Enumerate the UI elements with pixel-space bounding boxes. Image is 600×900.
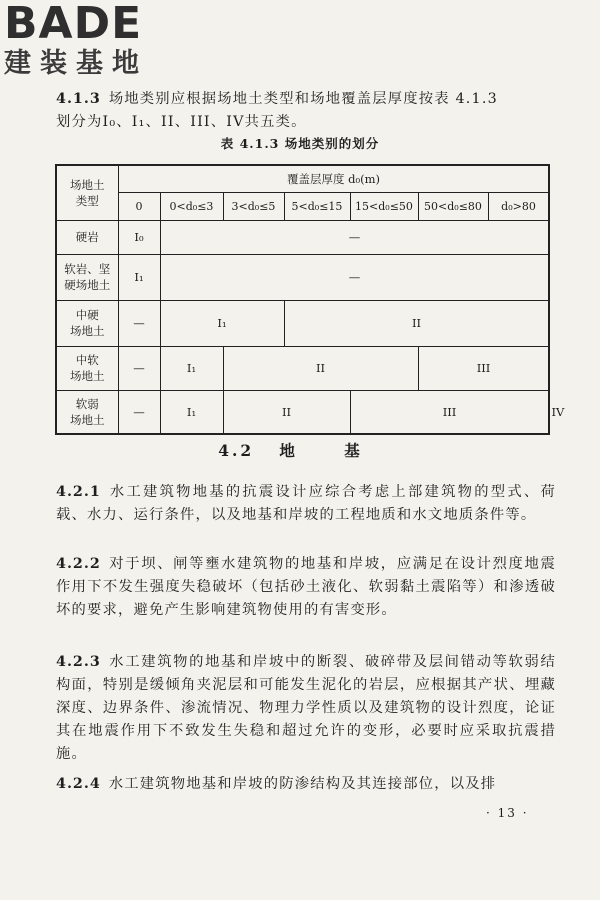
class-cell: — <box>118 300 160 346</box>
clause-4-2-4 <box>56 773 556 796</box>
clause-4-2-2 <box>56 553 556 622</box>
type-cell <box>56 254 118 300</box>
range-cell: 0 <box>118 192 160 220</box>
class-cell: — <box>160 254 549 300</box>
type-label: 硬岩 <box>75 230 99 244</box>
range-cell: 50<d₀≤80 <box>418 192 488 220</box>
class-cell: I₁ <box>160 390 223 434</box>
table-row <box>56 220 549 254</box>
range-cell: 3<d₀≤5 <box>223 192 284 220</box>
header-thickness: 覆盖层厚度 d₀(m) <box>118 165 549 192</box>
class-cell: III <box>418 346 549 390</box>
clause-text: 水工建筑物地基的抗震设计应综合考虑上部建筑物的型式、荷载、水力、运行条件，以及地基和岸坡的工程地质和水文地质条件等。 <box>56 484 556 523</box>
range-cell: 5<d₀≤15 <box>284 192 350 220</box>
type-label: 中硬 <box>75 308 99 322</box>
type-label: 场地土 <box>70 412 105 427</box>
class-cell: I₁ <box>160 346 223 390</box>
section-heading <box>0 439 600 461</box>
clause-number: 4.2.2 <box>56 556 101 572</box>
class-cell: II <box>284 300 549 346</box>
clause-text: 水工建筑物的地基和岸坡中的断裂、破碎带及层间错动等软弱结构面，特别是缓倾角夹泥层和可能发生泥化的岩层，应根据其产状、埋藏深度、边界条件、渗流情况、物理力学性质以及建筑物的设计烈度，论证其在地震作用下不致发生失稳和超过允许的变形，必要时应采取抗震措施。 <box>56 654 556 762</box>
class-cell: I₁ <box>160 300 284 346</box>
clause-text-line2: 划分为I₀、I₁、II、III、IV共五类。 <box>56 114 307 130</box>
range-cell: 0<d₀≤3 <box>160 192 223 220</box>
table-row: 软弱 场地土 — I₁ II III IV <box>56 390 549 434</box>
clause-text-line1: 场地类别应根据场地土类型和场地覆盖层厚度按表 4.1.3 <box>108 91 498 107</box>
type-label: 场地土 <box>70 369 105 383</box>
clause-4-1-3 <box>56 88 556 134</box>
class-cell: I₁ <box>118 254 160 300</box>
class-cell: II <box>223 390 350 434</box>
type-label: 软岩、坚 <box>64 262 111 276</box>
section-title: 地 基 <box>279 441 382 460</box>
section-number: 4.2 <box>218 441 255 460</box>
header-type-line2: 类型 <box>75 193 99 208</box>
type-label: 软弱 <box>75 396 99 411</box>
table-caption: 表 4.1.3 场地类别的划分 <box>220 136 380 151</box>
table-row <box>56 346 549 390</box>
table-row <box>56 254 549 300</box>
class-cell: — <box>118 346 160 390</box>
class-cell: III <box>350 390 549 434</box>
logo-mark: BADE <box>4 0 143 49</box>
type-label: 中软 <box>75 353 99 367</box>
clause-text: 水工建筑物地基和岸坡的防渗结构及其连接部位，以及排 <box>108 776 497 792</box>
type-label: 硬场地土 <box>64 278 111 292</box>
table-row <box>56 300 549 346</box>
clause-number: 4.2.4 <box>56 776 101 792</box>
logo <box>4 2 179 80</box>
header-type-cell <box>56 165 118 220</box>
clause-text: 对于坝、闸等壅水建筑物的地基和岸坡，应满足在设计烈度地震作用下不发生强度失稳破坏（包括砂土液化、软弱黏土震陷等）和渗透破坏的要求，避免产生影响建筑物使用的有害变形。 <box>56 556 556 618</box>
class-cell: — <box>118 390 160 434</box>
range-cell: d₀>80 <box>488 192 549 220</box>
clause-number: 4.1.3 <box>56 91 101 107</box>
header-type-line1: 场地土 <box>70 177 105 192</box>
type-cell <box>56 390 118 434</box>
class-cell: II <box>223 346 418 390</box>
class-cell: I₀ <box>118 220 160 254</box>
clause-4-2-1 <box>56 481 556 527</box>
clause-4-2-3 <box>56 651 556 766</box>
clause-number: 4.2.1 <box>56 484 101 500</box>
clause-number: 4.2.3 <box>56 654 101 670</box>
page-number: · 13 · <box>486 806 529 820</box>
logo-chinese: 建装基地 <box>4 48 148 79</box>
type-cell <box>56 300 118 346</box>
range-cell: 15<d₀≤50 <box>350 192 418 220</box>
type-label: 场地土 <box>70 324 105 338</box>
class-cell: — <box>160 220 549 254</box>
type-cell <box>56 220 118 254</box>
type-cell <box>56 346 118 390</box>
site-category-table <box>55 164 565 435</box>
